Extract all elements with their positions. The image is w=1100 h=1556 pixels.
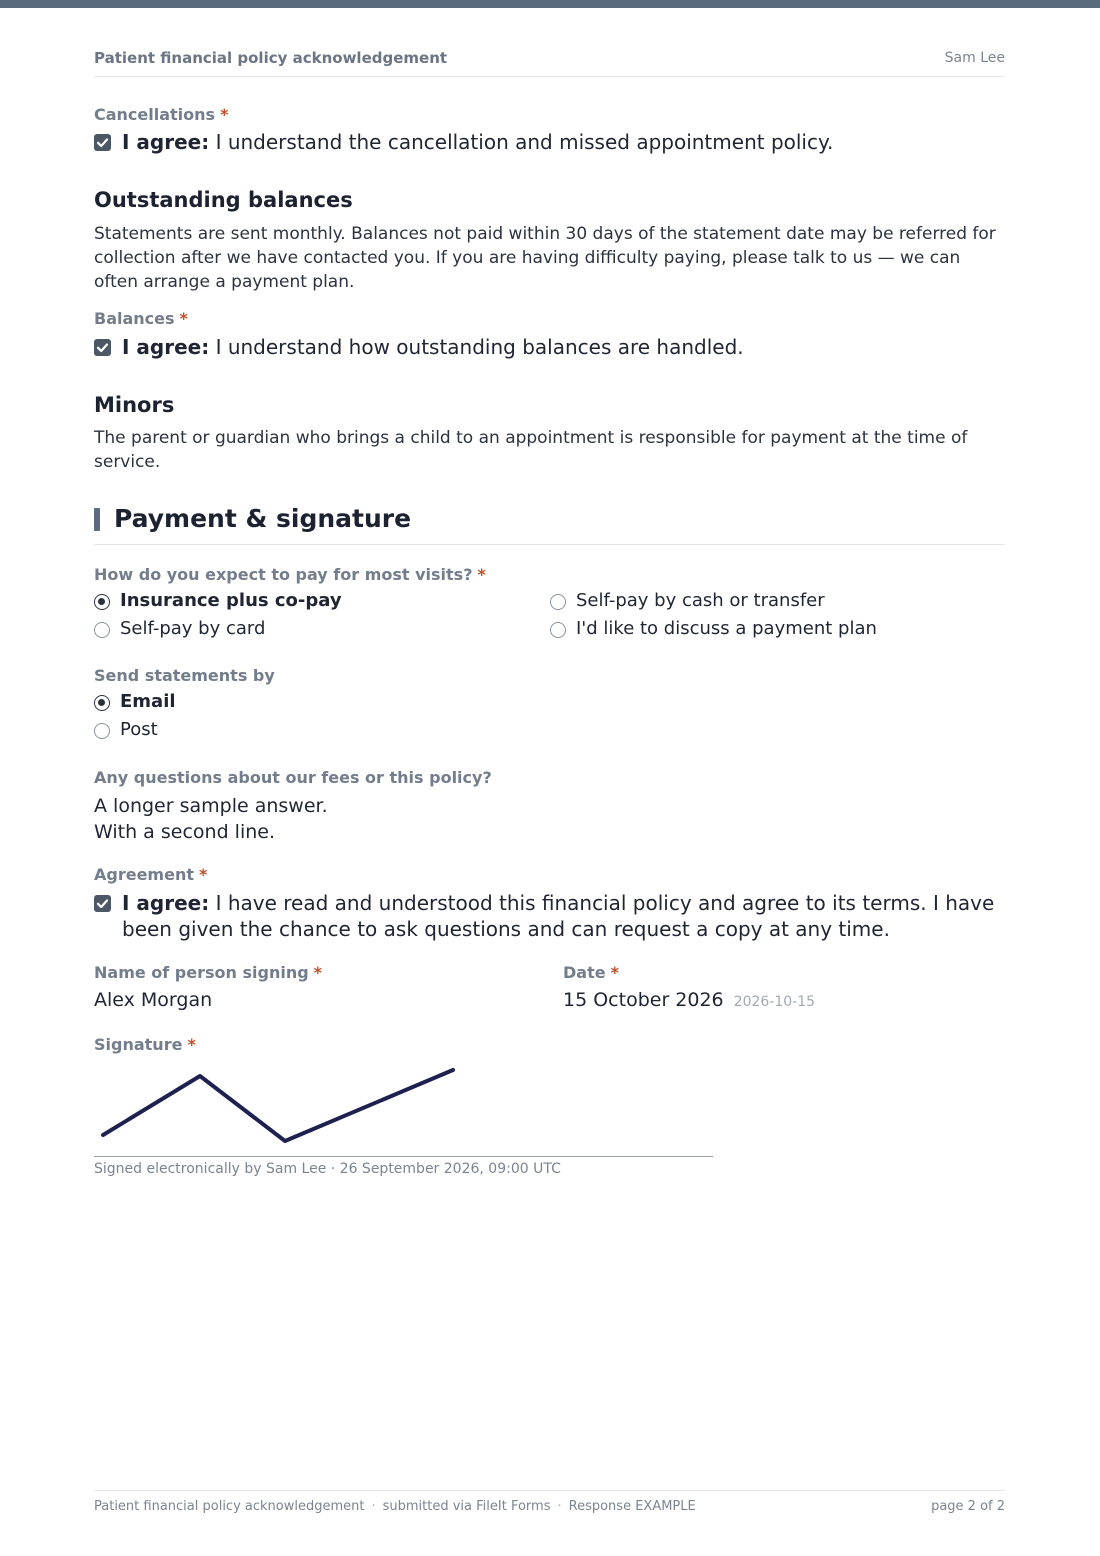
radio-icon[interactable] (94, 723, 110, 739)
minors-heading: Minors (94, 393, 175, 417)
statements-option-label: Post (120, 719, 158, 740)
signature-drawing (94, 1060, 714, 1155)
agreement-label (94, 865, 207, 884)
date-label-text: Date (563, 963, 606, 982)
section-title: Payment & signature (114, 504, 412, 533)
agreement-agree-text (122, 890, 1005, 942)
cancellations-label (94, 105, 228, 124)
radio-icon[interactable] (550, 622, 566, 638)
signer-label-text: Name of person signing (94, 963, 309, 982)
header-title: Patient financial policy acknowledgement (94, 49, 448, 67)
agree-prefix: I agree: (122, 335, 210, 359)
footer-form-name: Patient financial policy acknowledgement (94, 1499, 365, 1514)
balances-agree-text (122, 334, 1005, 360)
radio-selected-icon[interactable] (94, 594, 110, 610)
agree-prefix: I agree: (122, 891, 210, 915)
required-mark: * (610, 963, 619, 982)
checkmark-icon (94, 134, 111, 151)
date-value: 15 October 2026 (563, 989, 724, 1011)
pay-option-label: I'd like to discuss a payment plan (576, 618, 877, 639)
minors-body: The parent or guardian who brings a child to an appointment is responsible for payment at the time of service. (94, 428, 968, 472)
form-page (94, 0, 1005, 1556)
required-mark: * (179, 309, 188, 328)
section-accent-bar (94, 508, 100, 531)
pay-method-label (94, 565, 486, 584)
page-footer (94, 1490, 1005, 1516)
required-mark: * (313, 963, 323, 982)
date-label (563, 963, 619, 982)
footer-response: Response EXAMPLE (568, 1499, 696, 1514)
page-header (94, 49, 1005, 77)
pay-method-label-text: How do you expect to pay for most visits? (94, 565, 473, 584)
balances-statement: I understand how outstanding balances are handled. (215, 335, 744, 359)
answer-line: A longer sample answer. (94, 795, 328, 817)
signer-label (94, 963, 322, 982)
date-field (563, 989, 815, 1011)
header-user-name: Sam Lee (944, 50, 1005, 66)
answer-line: With a second line. (94, 821, 275, 843)
footer-separator: · (371, 1499, 376, 1514)
questions-answer (94, 793, 328, 845)
outstanding-balances-body: Statements are sent monthly. Balances not paid within 30 days of the statement date may be referred for collection after we have contacted you. If you are having difficulty paying, please talk to us — we can often arrange a payment plan. (94, 224, 996, 292)
footer-page-number: page 2 of 2 (931, 1499, 1005, 1514)
signature-note: Signed electronically by Sam Lee · 26 September 2026, 09:00 UTC (94, 1161, 561, 1177)
pay-option-label: Self-pay by card (120, 618, 266, 639)
signer-name-value: Alex Morgan (94, 989, 213, 1011)
cancellations-checkbox[interactable] (94, 134, 111, 151)
checkmark-icon (94, 339, 111, 356)
balances-label-text: Balances (94, 309, 175, 328)
signature-baseline (94, 1156, 713, 1157)
radio-selected-icon[interactable] (94, 695, 110, 711)
cancellations-statement: I understand the cancellation and missed appointment policy. (215, 130, 834, 154)
checkmark-icon (94, 895, 111, 912)
required-mark: * (477, 565, 486, 584)
radio-icon[interactable] (550, 594, 566, 610)
required-mark: * (220, 105, 229, 124)
footer-separator: · (557, 1499, 562, 1514)
agreement-checkbox[interactable] (94, 895, 111, 912)
pay-option-label: Self-pay by cash or transfer (576, 590, 825, 611)
radio-icon[interactable] (94, 622, 110, 638)
footer-submitted-via: submitted via FileIt Forms (382, 1499, 551, 1514)
date-iso: 2026-10-15 (733, 994, 816, 1010)
footer-meta (94, 1499, 696, 1514)
payment-signature-section-header (94, 504, 1005, 545)
questions-label: Any questions about our fees or this policy? (94, 768, 492, 787)
agreement-statement: I have read and understood this financial policy and agree to its terms. I have been given the chance to ask questions and can request a copy at any time. (122, 891, 995, 941)
agree-prefix: I agree: (122, 130, 210, 154)
agreement-label-text: Agreement (94, 865, 194, 884)
signature-label-text: Signature (94, 1035, 183, 1054)
outstanding-balances-heading: Outstanding balances (94, 188, 353, 212)
signature-label (94, 1035, 196, 1054)
cancellations-label-text: Cancellations (94, 105, 216, 124)
pay-option-label: Insurance plus co-pay (120, 590, 342, 611)
statements-option-label: Email (120, 691, 176, 712)
balances-checkbox[interactable] (94, 339, 111, 356)
balances-label (94, 309, 188, 328)
statements-label: Send statements by (94, 666, 275, 685)
signature-stroke (103, 1070, 453, 1141)
cancellations-agree-text (122, 129, 1005, 155)
required-mark: * (187, 1035, 196, 1054)
required-mark: * (199, 865, 208, 884)
